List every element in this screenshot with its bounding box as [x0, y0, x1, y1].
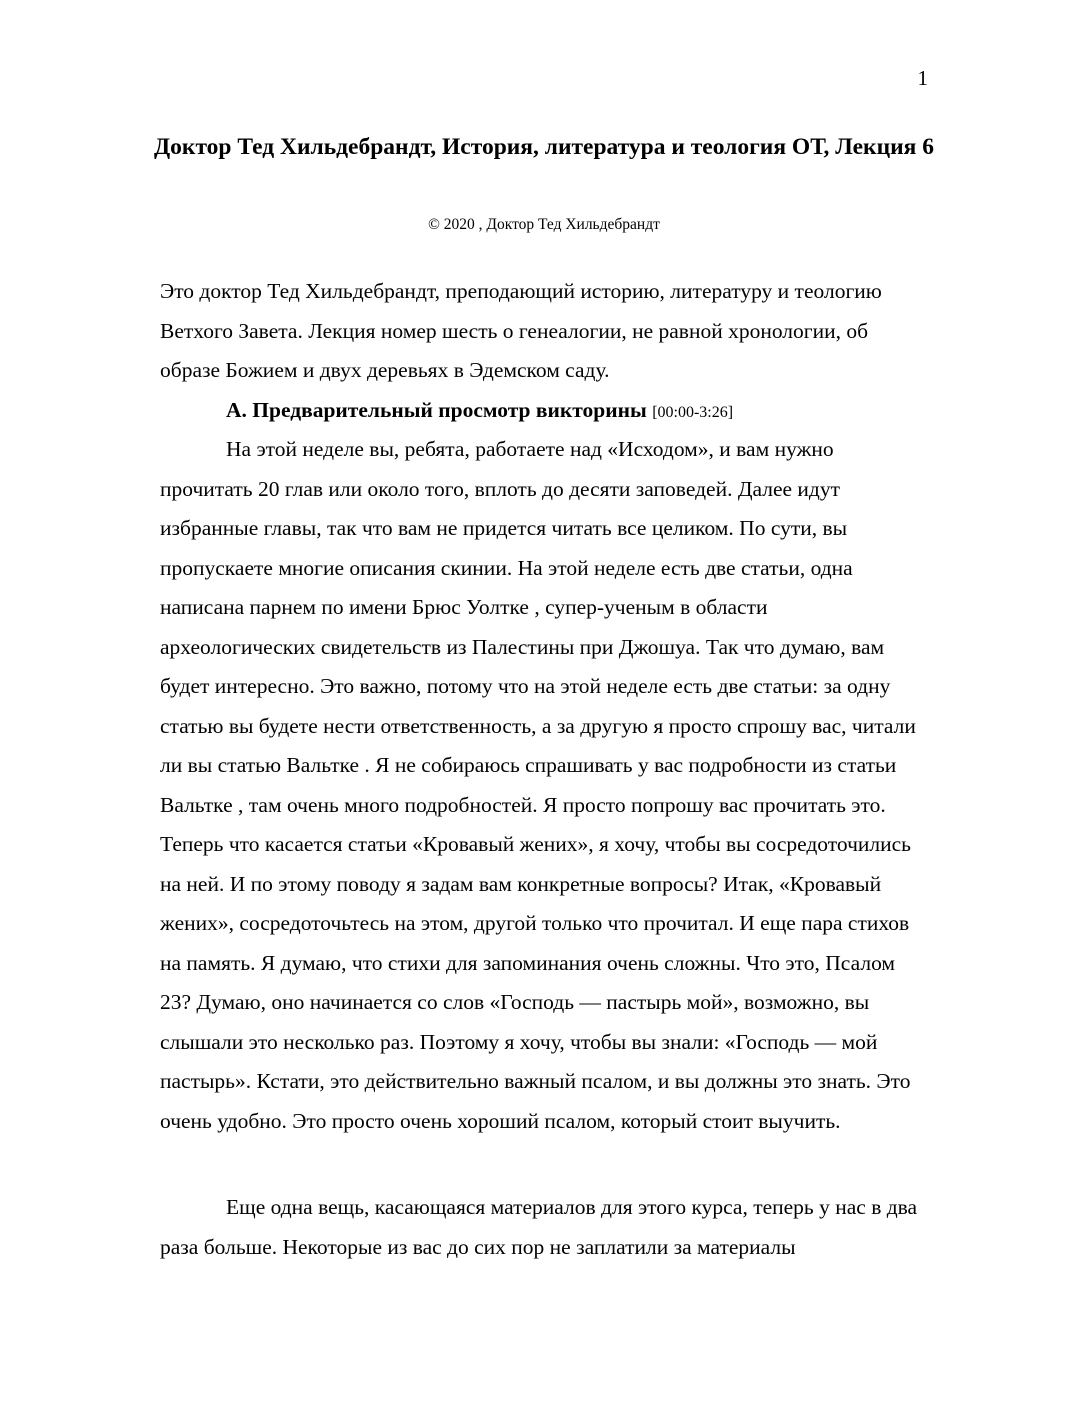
section-heading	[226, 391, 926, 433]
document-title: Доктор Тед Хильдебрандт, История, литература и теология ОТ, Лекция 6	[153, 134, 935, 160]
body-paragraph-1: На этой неделе вы, ребята, работаете над «Исходом», и вам нужно прочитать 20 глав или около того, вплоть до десяти заповедей. Далее идут избранные главы, так что вам не придется читать все целиком. По сути, вы пропускаете многие описания скинии. На этой неделе есть две статьи, одна написана парнем по имени Брюс Уолтке , супер-ученым в области археологических свидетельств из Палестины при Джошуа. Так что думаю, вам будет интересно. Это важно, потому что на этой неделе есть две статьи: за одну статью вы будете нести ответственность, а за другую я просто спрошу вас, читали ли вы статью Вальтке . Я не собираюсь спрашивать у вас подробности из статьи Вальтке , там очень много подробностей. Я просто попрошу вас прочитать это. Теперь что касается статьи «Кровавый жених», я хочу, чтобы вы сосредоточились на ней. И по этому поводу я задам вам конкретные вопросы? Итак, «Кровавый жених», сосредоточьтесь на этом, другой только что прочитал. И еще пара стихов на память. Я думаю, что стихи для запоминания очень сложны. Что это, Псалом 23? Думаю, оно начинается со слов «Господь — пастырь мой», возможно, вы слышали это несколько раз. Поэтому я хочу, чтобы вы знали: «Господь — мой пастырь». Кстати, это действительно важный псалом, и вы должны это знать. Это очень удобно. Это просто очень хороший псалом, который стоит выучить.	[160, 437, 916, 1133]
copyright-line: © 2020 , Доктор Тед Хильдебрандт	[428, 216, 660, 233]
section-timestamp: [00:00-3:26]	[652, 404, 734, 421]
section-heading-text: A. Предварительный просмотр викторины	[226, 398, 647, 422]
body-paragraph-2: Еще одна вещь, касающаяся материалов для этого курса, теперь у нас в два раза больше. Некоторые из вас до сих пор не заплатили за материалы	[160, 1195, 918, 1259]
page-number: 1	[917, 66, 928, 90]
intro-paragraph: Это доктор Тед Хильдебрандт, преподающий историю, литературу и теологию Ветхого Завета. Лекция номер шесть о генеалогии, не равной хронологии, об образе Божием и двух деревьях в Эдемском саду.	[160, 279, 882, 382]
